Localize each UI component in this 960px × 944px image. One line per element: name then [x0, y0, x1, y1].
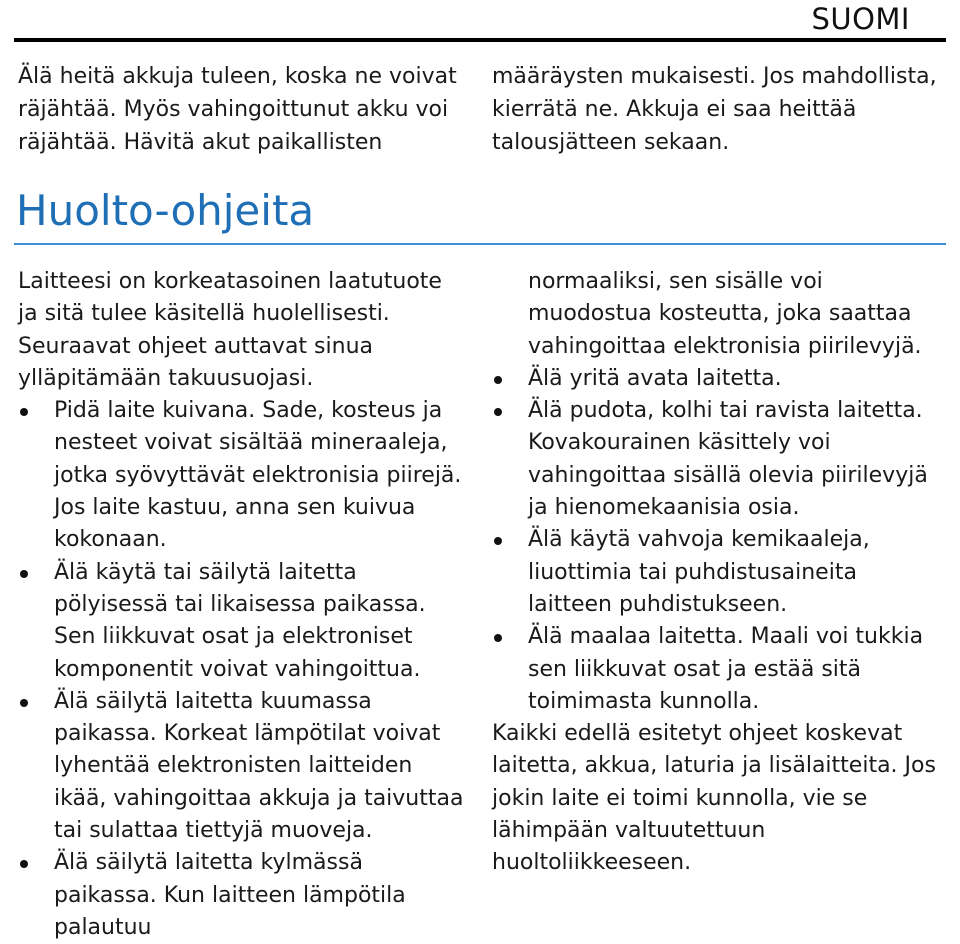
section-divider — [14, 243, 946, 245]
list-item-text: Älä säilytä laitetta kylmässä paikassa. Kun laitteen lämpötila palautuu — [54, 850, 406, 940]
battery-disposal-text-right: määräysten mukaisesti. Jos mahdollista, kierrätä ne. Akkuja ei saa heittää talousjätteen sekaan. — [492, 64, 937, 155]
bullet-icon — [494, 376, 502, 384]
list-item — [18, 395, 466, 556]
bullet-icon — [494, 634, 502, 642]
list-item — [492, 395, 944, 524]
care-list-right — [492, 363, 944, 718]
list-item — [492, 621, 944, 718]
left-column — [18, 266, 466, 944]
continued-list-text: normaaliksi, sen sisälle voi muodostua kosteutta, joka saattaa vahingoittaa elektronisia piirilevyjä. — [528, 269, 922, 359]
language-header: SUOMI — [811, 2, 910, 36]
header-divider — [14, 38, 946, 42]
list-item — [492, 363, 944, 395]
list-item — [18, 557, 466, 686]
list-item-text: Pidä laite kuivana. Sade, kosteus ja nesteet voivat sisältää mineraaleja, jotka syövyttävät elektronisia piirejä. Jos laite kastuu, anna sen kuivua kokonaan. — [54, 398, 462, 553]
list-item-text: Älä pudota, kolhi tai ravista laitetta. Kovakourainen käsittely voi vahingoittaa sisällä olevia piirilevyjä ja hienomekaanisia osia. — [528, 398, 928, 521]
list-item — [18, 686, 466, 847]
closing-paragraph: Kaikki edellä esitetyt ohjeet koskevat laitetta, akkua, laturia ja lisälaitteita. Jos jokin laite ei toimi kunnolla, vie se lähimpään valtuutettuun huoltoliikkeeseen. — [492, 721, 936, 876]
right-column — [492, 266, 944, 880]
list-item — [492, 524, 944, 621]
section-title: Huolto-ohjeita — [16, 186, 315, 235]
list-item — [18, 847, 466, 944]
bullet-icon — [494, 408, 502, 416]
list-item-text: Älä säilytä laitetta kuumassa paikassa. Korkeat lämpötilat voivat lyhentää elektronisten laitteiden ikää, vahingoittaa akkuja ja taivuttaa tai sulattaa tiettyjä muoveja. — [54, 688, 464, 844]
care-list-left — [18, 395, 466, 944]
list-item-text: Älä käytä tai säilytä laitetta pölyisessä tai likaisessa paikassa. Sen liikkuvat osat ja elektroniset komponentit voivat vahingoittua. — [54, 559, 426, 682]
battery-disposal-text-left: Älä heitä akkuja tuleen, koska ne voivat räjähtää. Myös vahingoittunut akku voi räjähtää. Hävitä akut paikallisten — [18, 64, 457, 155]
bullet-icon — [20, 408, 28, 416]
intro-paragraph: Laitteesi on korkeatasoinen laatutuote ja sitä tulee käsitellä huolellisesti. Seuraavat ohjeet auttavat sinua ylläpitämään takuusuojasi. — [18, 269, 442, 391]
bullet-icon — [20, 699, 28, 707]
bullet-icon — [20, 570, 28, 578]
list-item-text: Älä yritä avata laitetta. — [528, 365, 782, 391]
list-item-text: Älä käytä vahvoja kemikaaleja, liuottimia tai puhdistusaineita laitteen puhdistukseen. — [528, 527, 870, 617]
bullet-icon — [20, 860, 28, 868]
list-item-text: Älä maalaa laitetta. Maali voi tukkia sen liikkuvat osat ja estää sitä toimimasta kunnolla. — [528, 624, 924, 714]
bullet-icon — [494, 537, 502, 545]
